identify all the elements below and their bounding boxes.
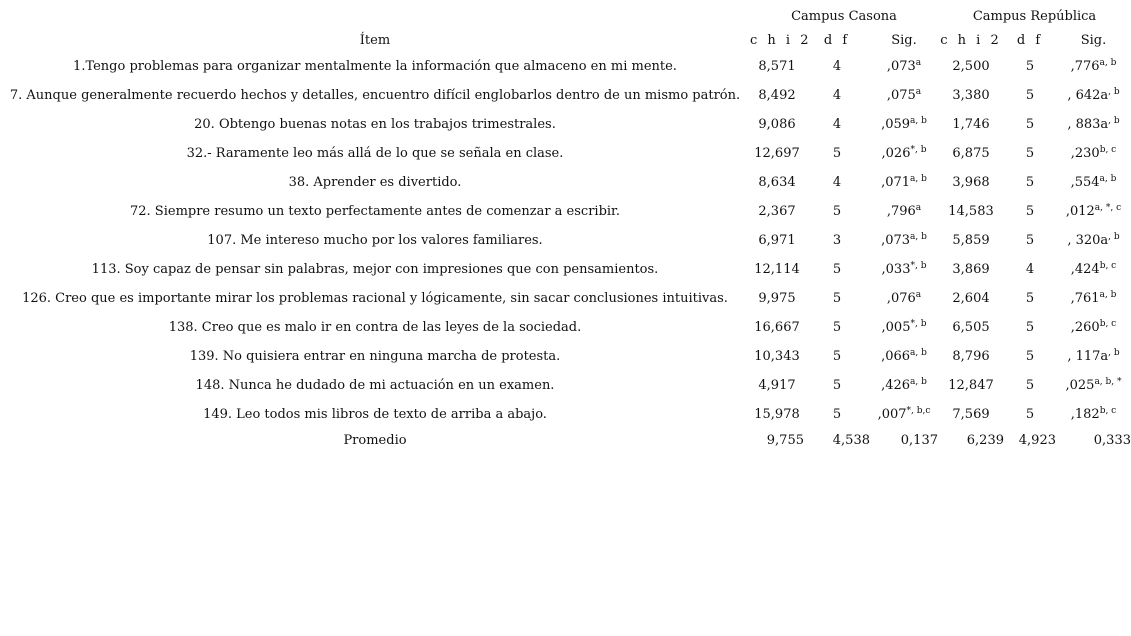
republica-chi-value [938,255,1004,284]
casona-sig-header: Sig. [891,32,917,48]
republica-chi-value-text: 3,380 [952,88,990,103]
table-row [0,313,1131,342]
republica-sig-value-text: ,776 [1070,59,1100,74]
republica-df-value [1004,110,1056,139]
republica-sig-value [1056,342,1131,371]
republica-chi-value [938,197,1004,226]
republica-sig-value-text: ,012 [1065,204,1095,219]
republica-sig-value [1056,81,1131,110]
casona-chi-value [750,52,804,81]
casona-df-value [804,255,870,284]
republica-sig-value-superscript: , b [1108,348,1120,358]
casona-df-value-text: 5 [832,262,842,277]
casona-chi-value [750,197,804,226]
casona-df-value-text: 4 [832,59,842,74]
republica-sig-value-superscript: a, *, c [1094,203,1122,213]
republica-sig-value [1056,284,1131,313]
republica-df-value-text: 5 [1025,233,1035,248]
casona-chi-value-text: 2,367 [758,204,796,219]
republica-chi-value-text: 8,796 [952,349,990,364]
republica-sig-value-text: , 320a [1067,233,1109,248]
republica-sig-value-text: ,424 [1070,262,1100,277]
republica-sig-value-superscript: b, c [1099,319,1117,329]
item-header: Ítem [359,32,391,48]
casona-df-value [804,226,870,255]
republica-sig-value-text: ,554 [1070,175,1100,190]
table-row [0,371,1131,400]
casona-sig-value [870,400,938,429]
casona-chi-value-text: 4,917 [758,378,796,393]
republica-chi-value [938,371,1004,400]
item-text-text: 72. Siempre resumo un texto perfectamente antes de comenzar a escribir. [130,204,620,219]
casona-df-value [804,342,870,371]
casona-chi-value [750,342,804,371]
republica-chi-value-text: 12,847 [948,378,994,393]
republica-df-value-text: 5 [1025,320,1035,335]
republica-df-value [1004,255,1056,284]
casona-df-value-text: 5 [832,320,842,335]
casona-df-value [804,313,870,342]
republica-sig-value-text: , 883a [1067,117,1109,132]
republica-sig-value [1056,168,1131,197]
republica-chi-value [938,110,1004,139]
republica-df-value-text: 4 [1025,262,1035,277]
republica-df-header: d f [1016,32,1044,48]
republica-sig-value-superscript: a, b, * [1094,377,1122,387]
republica-chi-value-text: 7,569 [952,407,990,422]
casona-chi-value-text: 8,634 [758,175,796,190]
republica-chi-value-text: 2,500 [952,59,990,74]
republica-df-value [1004,342,1056,371]
republica-df-value [1004,284,1056,313]
republica-sig-value-text: ,761 [1070,291,1100,306]
casona-chi-value [750,168,804,197]
casona-chi-value-text: 9,975 [758,291,796,306]
item-text [0,139,750,168]
item-text [0,313,750,342]
casona-df-value-text: 5 [832,349,842,364]
casona-sig-value-superscript: a, b [910,232,927,242]
casona-df-value-text: 5 [832,204,842,219]
republica-df-value-text: 5 [1025,291,1035,306]
casona-sig-value-text: ,059 [881,117,911,132]
casona-sig-value-text: ,066 [881,349,911,364]
casona-df-value [804,110,870,139]
average-republica-chi: 6,239 [966,432,1004,448]
republica-df-value-text: 5 [1025,378,1035,393]
casona-sig-value-superscript: a [915,87,922,97]
republica-sig-value-superscript: b, c [1099,406,1117,416]
average-republica-sig: 0,333 [1093,432,1131,448]
casona-sig-value-superscript: *, b [910,261,927,271]
casona-sig-value-superscript: a [915,58,922,68]
republica-df-value-text: 5 [1025,407,1035,422]
casona-chi-value [750,371,804,400]
republica-df-value [1004,400,1056,429]
average-casona-df: 4,538 [832,432,870,448]
casona-chi-value [750,284,804,313]
item-text-text: 149. Leo todos mis libros de texto de arriba a abajo. [203,407,547,422]
casona-sig-value-superscript: a [915,203,922,213]
casona-df-value [804,400,870,429]
republica-sig-value-superscript: a, b [1099,174,1117,184]
republica-chi-value [938,313,1004,342]
casona-sig-value [870,139,938,168]
casona-df-value-text: 5 [832,378,842,393]
campus-republica-header: Campus República [972,8,1097,24]
republica-df-value [1004,197,1056,226]
casona-chi-value [750,255,804,284]
republica-sig-value [1056,110,1131,139]
republica-df-value [1004,313,1056,342]
republica-sig-value [1056,139,1131,168]
table-row [0,168,1131,197]
republica-chi-value-text: 1,746 [952,117,990,132]
casona-sig-value-text: ,007 [877,407,907,422]
republica-sig-value [1056,52,1131,81]
table-row [0,110,1131,139]
republica-sig-value [1056,255,1131,284]
casona-sig-value [870,371,938,400]
item-text [0,52,750,81]
blank-cell [0,4,750,28]
casona-chi-header: c h i 2 [750,32,812,48]
table-row [0,284,1131,313]
republica-df-value [1004,52,1056,81]
casona-chi-value-text: 6,971 [758,233,796,248]
average-casona-chi: 9,755 [766,432,804,448]
republica-chi-value [938,284,1004,313]
republica-df-value [1004,139,1056,168]
item-text [0,81,750,110]
average-republica-df: 4,923 [1018,432,1056,448]
republica-chi-value [938,81,1004,110]
casona-df-value [804,371,870,400]
table-row [0,52,1131,81]
republica-chi-value-text: 6,505 [952,320,990,335]
casona-sig-value-superscript: *, b,c [906,406,931,416]
table-row [0,226,1131,255]
republica-sig-value-text: , 642a [1067,88,1109,103]
republica-chi-value [938,139,1004,168]
republica-chi-value [938,226,1004,255]
casona-sig-value-text: ,071 [881,175,911,190]
casona-chi-value [750,110,804,139]
republica-sig-value-superscript: a, b [1099,290,1117,300]
casona-sig-value [870,313,938,342]
casona-chi-value [750,81,804,110]
republica-sig-value-text: ,260 [1070,320,1100,335]
item-text [0,226,750,255]
republica-df-value [1004,226,1056,255]
republica-chi-value-text: 5,859 [952,233,990,248]
republica-chi-header: c h i 2 [940,32,1002,48]
casona-df-value-text: 4 [832,88,842,103]
average-row [0,429,1131,451]
republica-df-value-text: 5 [1025,117,1035,132]
item-text [0,168,750,197]
republica-sig-value-superscript: b, c [1099,261,1117,271]
republica-sig-value-superscript: b, c [1099,145,1117,155]
casona-sig-value-superscript: a [915,290,922,300]
casona-sig-value [870,197,938,226]
republica-sig-value-superscript: , b [1108,87,1120,97]
republica-sig-value-text: ,025 [1065,378,1095,393]
average-casona-sig: 0,137 [900,432,938,448]
casona-chi-value [750,226,804,255]
casona-sig-value-superscript: *, b [910,145,927,155]
casona-chi-value [750,139,804,168]
casona-df-value [804,139,870,168]
casona-chi-value-text: 8,492 [758,88,796,103]
casona-chi-value-text: 12,114 [754,262,800,277]
item-text-text: 126. Creo que es importante mirar los problemas racional y lógicamente, sin sacar conclusiones intuitivas. [22,291,728,306]
republica-sig-value [1056,313,1131,342]
casona-df-value [804,81,870,110]
casona-sig-value [870,255,938,284]
casona-chi-value-text: 8,571 [758,59,796,74]
item-text [0,110,750,139]
item-text [0,284,750,313]
casona-sig-value [870,342,938,371]
casona-df-value-text: 5 [832,407,842,422]
republica-df-value-text: 5 [1025,59,1035,74]
republica-chi-value-text: 2,604 [952,291,990,306]
average-label: Promedio [343,432,407,448]
republica-df-value-text: 5 [1025,88,1035,103]
item-text [0,255,750,284]
casona-sig-value-text: ,073 [886,59,916,74]
republica-chi-value-text: 14,583 [948,204,994,219]
republica-sig-value [1056,226,1131,255]
casona-sig-value-text: ,005 [881,320,911,335]
republica-df-value [1004,81,1056,110]
item-text [0,400,750,429]
item-text-text: 20. Obtengo buenas notas en los trabajos trimestrales. [194,117,556,132]
chi-square-table [0,4,1131,451]
republica-df-value-text: 5 [1025,175,1035,190]
casona-sig-value [870,226,938,255]
casona-df-value-text: 3 [832,233,842,248]
item-text [0,371,750,400]
casona-sig-value-superscript: *, b [910,319,927,329]
casona-df-header: d f [823,32,851,48]
casona-df-value [804,168,870,197]
republica-chi-value [938,168,1004,197]
item-text-text: 107. Me intereso mucho por los valores familiares. [207,233,543,248]
item-text [0,197,750,226]
casona-chi-value-text: 9,086 [758,117,796,132]
republica-sig-value-text: , 117a [1067,349,1109,364]
item-text-text: 138. Creo que es malo ir en contra de las leyes de la sociedad. [168,320,582,335]
item-text-text: 1.Tengo problemas para organizar mentalmente la información que almaceno en mi mente. [73,59,677,74]
table-row [0,81,1131,110]
republica-sig-value [1056,371,1131,400]
casona-chi-value [750,400,804,429]
republica-df-value-text: 5 [1025,349,1035,364]
republica-chi-value-text: 3,869 [952,262,990,277]
item-text-text: 32.- Raramente leo más allá de lo que se señala en clase. [186,146,564,161]
casona-sig-value-text: ,026 [881,146,911,161]
campus-casona-header: Campus Casona [791,8,897,24]
republica-sig-value-superscript: , b [1108,116,1120,126]
casona-sig-value-text: ,076 [886,291,916,306]
casona-chi-value-text: 15,978 [754,407,800,422]
casona-chi-value-text: 12,697 [754,146,800,161]
casona-sig-value-superscript: a, b [910,377,927,387]
republica-df-value-text: 5 [1025,204,1035,219]
republica-sig-value [1056,197,1131,226]
republica-df-value [1004,168,1056,197]
republica-sig-value-text: ,182 [1070,407,1100,422]
casona-df-value-text: 5 [832,146,842,161]
column-header-row [0,28,1131,52]
casona-chi-value [750,313,804,342]
casona-sig-value [870,110,938,139]
casona-df-value-text: 4 [832,117,842,132]
casona-sig-value [870,52,938,81]
casona-sig-value-superscript: a, b [910,348,927,358]
republica-sig-header: Sig. [1080,32,1107,48]
item-text-text: 139. No quisiera entrar en ninguna marcha de protesta. [189,349,561,364]
casona-df-value-text: 5 [832,291,842,306]
casona-sig-value-text: ,073 [881,233,911,248]
republica-df-value-text: 5 [1025,146,1035,161]
table-row [0,139,1131,168]
table-row [0,400,1131,429]
republica-chi-value-text: 6,875 [952,146,990,161]
casona-chi-value-text: 16,667 [754,320,800,335]
table-row [0,255,1131,284]
table-row [0,197,1131,226]
republica-sig-value-text: ,230 [1070,146,1100,161]
casona-sig-value [870,81,938,110]
casona-sig-value-text: ,426 [881,378,911,393]
republica-sig-value [1056,400,1131,429]
casona-sig-value [870,284,938,313]
item-text-text: 7. Aunque generalmente recuerdo hechos y detalles, encuentro difícil englobarlos dentro de un mismo patrón. [9,88,741,103]
casona-chi-value-text: 10,343 [754,349,800,364]
item-text-text: 113. Soy capaz de pensar sin palabras, mejor con impresiones que con pensamientos. [91,262,659,277]
casona-df-value [804,284,870,313]
item-text-text: 38. Aprender es divertido. [288,175,462,190]
item-text [0,342,750,371]
casona-df-value-text: 4 [832,175,842,190]
casona-sig-value-text: ,075 [886,88,916,103]
republica-sig-value-superscript: , b [1108,232,1120,242]
republica-df-value [1004,371,1056,400]
casona-sig-value-superscript: a, b [910,174,927,184]
casona-df-value [804,52,870,81]
republica-sig-value-superscript: a, b [1099,58,1117,68]
table-body [0,52,1131,429]
republica-chi-value-text: 3,968 [952,175,990,190]
casona-df-value [804,197,870,226]
republica-chi-value [938,342,1004,371]
table-row [0,342,1131,371]
item-text-text: 148. Nunca he dudado de mi actuación en un examen. [195,378,555,393]
republica-chi-value [938,52,1004,81]
casona-sig-value-text: ,796 [886,204,916,219]
campus-group-header [0,4,1131,28]
casona-sig-value-text: ,033 [881,262,911,277]
casona-sig-value-superscript: a, b [910,116,927,126]
republica-chi-value [938,400,1004,429]
casona-sig-value [870,168,938,197]
